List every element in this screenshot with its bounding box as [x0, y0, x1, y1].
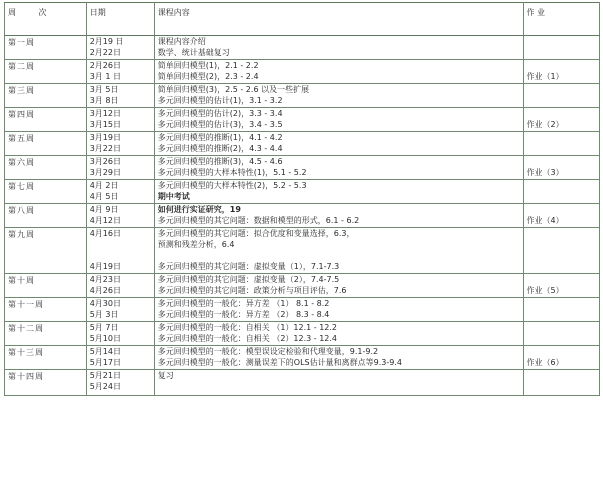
header-date: 日期 [86, 3, 154, 36]
homework-cell [523, 298, 600, 322]
table-row [5, 36, 600, 60]
content-cell [154, 84, 523, 108]
header-homework: 作 业 [523, 3, 600, 36]
week-label: 第七周 [8, 182, 35, 191]
content-line: 多元回归模型的大样本特性(2)，5.2 - 5.3 [157, 181, 307, 190]
table-row [5, 60, 600, 84]
week-cell [5, 322, 87, 346]
date-line: 5月24日 [89, 382, 121, 391]
date-line: 2月26日 [89, 61, 121, 70]
week-cell [5, 370, 87, 396]
date-line: 5月17日 [89, 358, 121, 367]
content-cell [154, 346, 523, 370]
date-line: 3月29日 [89, 168, 121, 177]
content-line [158, 381, 520, 392]
week-cell [5, 346, 87, 370]
homework-cell [523, 322, 600, 346]
date-line: 3月12日 [89, 109, 121, 118]
date-line: 4月26日 [89, 286, 121, 295]
content-cell [154, 36, 523, 60]
table-row [5, 346, 600, 370]
content-line: 多元回归模型的一般化：模型误设定检验和代理变量，9.1-9.2 [157, 347, 379, 356]
week-label: 第十三周 [8, 348, 44, 357]
week-cell [5, 298, 87, 322]
date-line [90, 250, 151, 261]
table-header-row [5, 3, 600, 36]
week-cell [5, 132, 87, 156]
date-line: 4月19日 [89, 262, 121, 271]
content-line: 复习 [157, 371, 174, 380]
date-cell [86, 36, 154, 60]
schedule-table [4, 2, 600, 396]
content-line: 多元回归模型的估计(2)，3.3 - 3.4 [157, 109, 283, 118]
date-line: 3月 8日 [89, 96, 119, 105]
homework-label: 作业（5） [526, 286, 564, 295]
content-line: 预测和残差分析，6.4 [157, 240, 235, 249]
table-row [5, 204, 600, 228]
week-cell [5, 84, 87, 108]
homework-cell [523, 132, 600, 156]
week-cell [5, 156, 87, 180]
content-cell [154, 370, 523, 396]
date-line: 5月10日 [89, 334, 121, 343]
date-cell [86, 180, 154, 204]
date-line: 4月 2日 [89, 181, 119, 190]
date-line: 5月 7日 [89, 323, 119, 332]
content-cell [154, 180, 523, 204]
date-cell [86, 108, 154, 132]
date-cell [86, 132, 154, 156]
date-line: 3月26日 [89, 157, 121, 166]
date-line: 2月19 日 [89, 37, 124, 46]
table-row [5, 274, 600, 298]
date-line: 4月23日 [89, 275, 121, 284]
content-line [158, 250, 520, 261]
homework-label: 作业（3） [526, 168, 564, 177]
content-cell [154, 228, 523, 274]
table-row [5, 156, 600, 180]
date-line: 4月16日 [89, 229, 121, 238]
table-row [5, 108, 600, 132]
content-line: 多元回归模型的推断(3)，4.5 - 4.6 [157, 157, 283, 166]
table-row [5, 180, 600, 204]
content-line: 多元回归模型的一般化：测量误差下的OLS估计量和离群点等9.3-9.4 [157, 358, 402, 367]
homework-label: 作业（1） [526, 72, 564, 81]
content-line: 多元回归模型的其它问题：政策分析与项目评估，7.6 [157, 286, 347, 295]
date-line: 3月19日 [89, 133, 121, 142]
week-label: 第一周 [8, 38, 35, 47]
homework-cell [523, 108, 600, 132]
homework-label: 作业（6） [526, 358, 564, 367]
content-line: 多元回归模型的其它问题：虚拟变量（1），7.1-7.3 [157, 262, 340, 271]
table-row [5, 298, 600, 322]
content-line: 多元回归模型的大样本特性(1)，5.1 - 5.2 [157, 168, 307, 177]
week-label: 第十二周 [8, 324, 44, 333]
date-line: 3月 1 日 [89, 72, 121, 81]
week-cell [5, 204, 87, 228]
homework-cell [523, 180, 600, 204]
date-line: 3月 5日 [89, 85, 119, 94]
table-row [5, 228, 600, 274]
content-line: 数学、统计基础复习 [157, 48, 230, 57]
week-cell [5, 274, 87, 298]
date-line: 2月22日 [89, 48, 121, 57]
date-cell [86, 204, 154, 228]
date-cell [86, 370, 154, 396]
date-cell [86, 346, 154, 370]
homework-cell [523, 274, 600, 298]
table-row [5, 370, 600, 396]
homework-cell [523, 346, 600, 370]
content-line: 期中考试 [157, 192, 190, 201]
content-cell [154, 132, 523, 156]
week-label: 第五周 [8, 134, 35, 143]
date-line: 4月30日 [89, 299, 121, 308]
content-cell [154, 156, 523, 180]
date-cell [86, 322, 154, 346]
date-line: 4月12日 [89, 216, 121, 225]
content-line: 多元回归模型的一般化：自相关 （1）12.1 - 12.2 [157, 323, 338, 332]
week-label: 第二周 [8, 62, 35, 71]
table-row [5, 132, 600, 156]
content-cell [154, 322, 523, 346]
homework-cell [523, 228, 600, 274]
content-cell [154, 108, 523, 132]
week-label: 第十四周 [8, 372, 44, 381]
date-cell [86, 274, 154, 298]
date-cell [86, 228, 154, 274]
homework-label: 作业（2） [526, 120, 564, 129]
date-line: 4月 5日 [89, 192, 119, 201]
homework-cell [523, 156, 600, 180]
content-cell [154, 204, 523, 228]
homework-cell [523, 36, 600, 60]
header-content: 课程内容 [154, 3, 523, 36]
week-cell [5, 108, 87, 132]
content-line: 多元回归模型的估计(1)，3.1 - 3.2 [157, 96, 283, 105]
content-cell [154, 60, 523, 84]
week-cell [5, 228, 87, 274]
content-line: 多元回归模型的一般化：自相关 （2）12.3 - 12.4 [157, 334, 338, 343]
content-line: 多元回归模型的其它问题：数据和模型的形式，6.1 - 6.2 [157, 216, 360, 225]
date-line: 4月 9日 [89, 205, 119, 214]
homework-cell [523, 204, 600, 228]
content-line: 课程内容介绍 [157, 37, 206, 46]
table-row [5, 322, 600, 346]
date-line [90, 239, 151, 250]
homework-cell [523, 370, 600, 396]
date-line: 5月14日 [89, 347, 121, 356]
week-label: 第六周 [8, 158, 35, 167]
week-label: 第四周 [8, 110, 35, 119]
content-line: 多元回归模型的推断(2)，4.3 - 4.4 [157, 144, 283, 153]
date-line: 5月 3日 [89, 310, 119, 319]
content-cell [154, 274, 523, 298]
date-cell [86, 298, 154, 322]
date-cell [86, 60, 154, 84]
content-line: 多元回归模型的估计(3)，3.4 - 3.5 [157, 120, 283, 129]
week-label: 第八周 [8, 206, 35, 215]
date-line: 3月22日 [89, 144, 121, 153]
week-cell [5, 60, 87, 84]
date-cell [86, 84, 154, 108]
week-cell [5, 36, 87, 60]
table-row [5, 84, 600, 108]
content-line: 多元回归模型的推断(1)，4.1 - 4.2 [157, 133, 283, 142]
content-line: 简单回归模型(2)，2.3 - 2.4 [157, 72, 259, 81]
week-label: 第十一周 [8, 300, 44, 309]
week-label: 第十周 [8, 276, 35, 285]
content-line: 简单回归模型(3)，2.5 - 2.6 以及一些扩展 [157, 85, 310, 94]
content-line: 多元回归模型的一般化：异方差 （2） 8.3 - 8.4 [157, 310, 330, 319]
homework-label: 作业（4） [526, 216, 564, 225]
content-line: 如何进行实证研究，19 [157, 205, 241, 214]
homework-cell [523, 60, 600, 84]
content-line: 多元回归模型的其它问题：拟合优度和变量选择，6.3， [157, 229, 355, 238]
date-cell [86, 156, 154, 180]
content-line: 多元回归模型的其它问题：虚拟变量（2），7.4-7.5 [157, 275, 340, 284]
date-line: 5月21日 [89, 371, 121, 380]
week-cell [5, 180, 87, 204]
week-label: 第九周 [8, 230, 35, 239]
content-line: 简单回归模型(1)，2.1 - 2.2 [157, 61, 259, 70]
week-label: 第三周 [8, 86, 35, 95]
header-week: 周 次 [5, 3, 87, 36]
date-line: 3月15日 [89, 120, 121, 129]
content-cell [154, 298, 523, 322]
content-line: 多元回归模型的一般化：异方差 （1） 8.1 - 8.2 [157, 299, 330, 308]
homework-cell [523, 84, 600, 108]
